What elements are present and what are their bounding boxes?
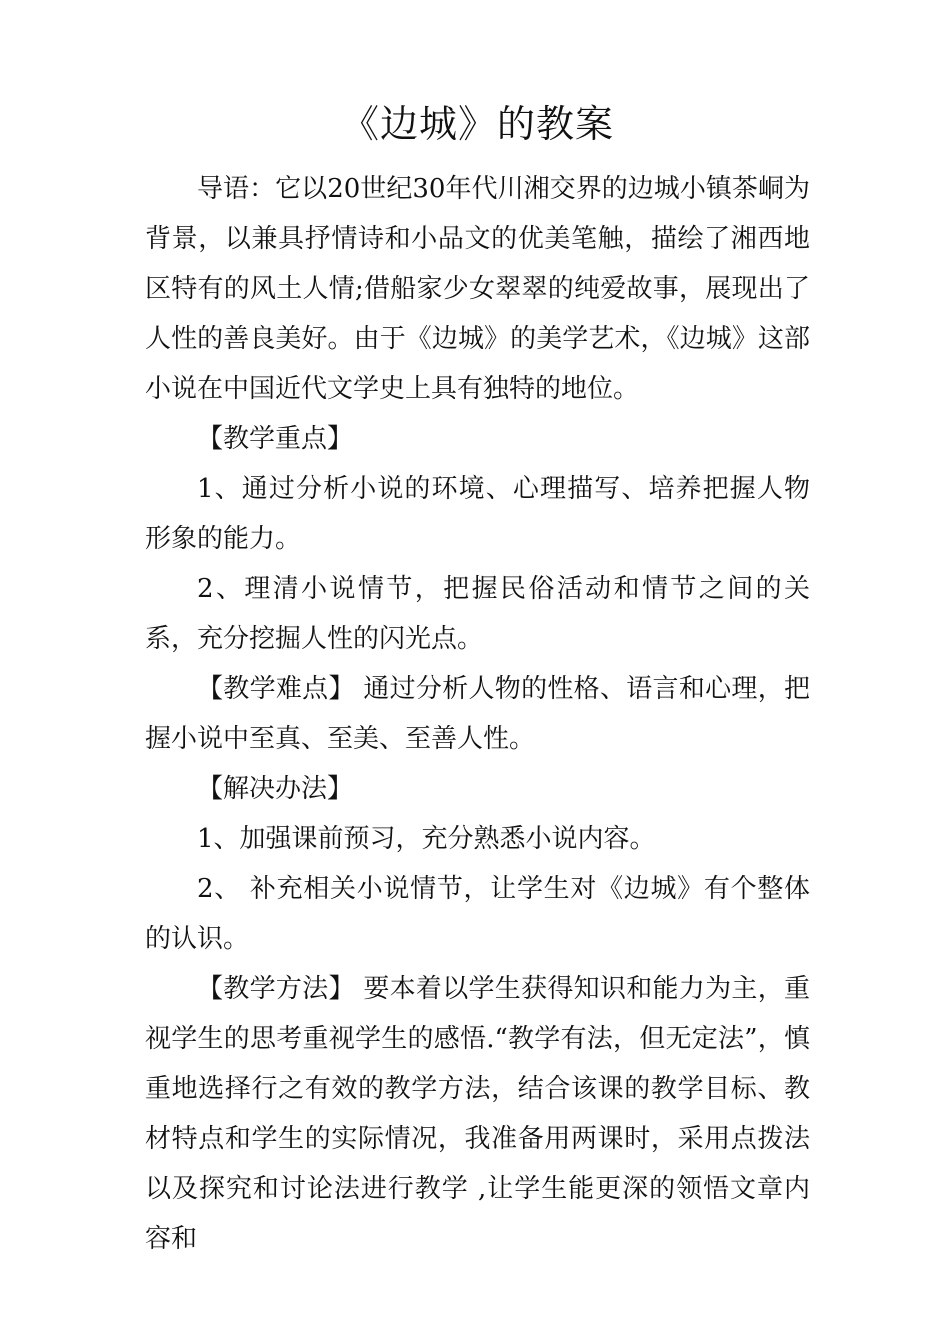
- methods-text: 要本着以学生获得知识和能力为主，重视学生的思考重视学生的感悟.“教学有法，但无定法”，慎重地选择行之有效的教学方法，结合该课的教学目标、教材特点和学生的实际情况，我准备用两课时，采用点拨法以及探究和讨论法进行教学 ,让学生能更深的领悟文章内容和: [145, 974, 810, 1254]
- methods-heading: 【教学方法】: [197, 974, 355, 1004]
- solution-item-2: 2、 补充相关小说情节，让学生对《边城》有个整体的认识。: [145, 874, 810, 954]
- key-point-item-2: 2、理清小说情节，把握民俗活动和情节之间的关系，充分挖掘人性的闪光点。: [145, 574, 810, 654]
- difficulties-heading: 【教学难点】: [197, 674, 355, 704]
- intro-paragraph: 导语：它以20世纪30年代川湘交界的边城小镇茶峒为背景，以兼具抒情诗和小品文的优美笔触，描绘了湘西地区特有的风土人情;借船家少女翠翠的纯爱故事，展现出了人性的善良美好。由于《边城》的美学艺术，《边城》这部小说在中国近代文学史上具有独特的地位。: [145, 174, 810, 404]
- solutions-heading: 【解决办法】: [197, 774, 354, 804]
- document-title: 《边城》的教案: [340, 102, 614, 146]
- solution-item-1: 1、加强课前预习，充分熟悉小说内容。: [197, 824, 656, 854]
- key-point-item-1: 1、通过分析小说的环境、心理描写、培养把握人物形象的能力。: [145, 474, 810, 554]
- key-points-heading: 【教学重点】: [197, 424, 354, 454]
- difficulties-paragraph: [145, 664, 810, 764]
- difficulties-text: 通过分析人物的性格、语言和心理，把握小说中至真、至美、至善人性。: [145, 674, 810, 754]
- methods-paragraph: [145, 964, 810, 1264]
- document-page: [145, 98, 810, 1264]
